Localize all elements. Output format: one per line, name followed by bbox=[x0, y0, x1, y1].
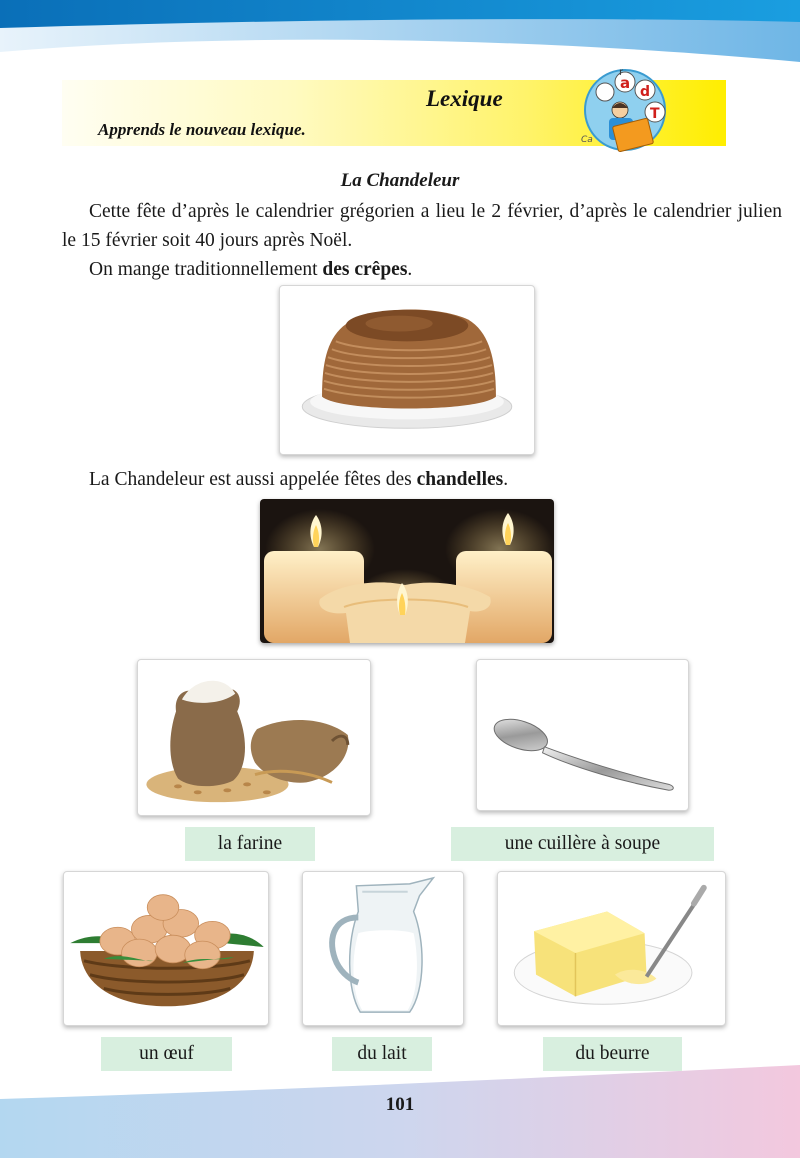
vocab-label-lait: du lait bbox=[332, 1037, 432, 1071]
candles-photo bbox=[260, 499, 554, 643]
spoon-icon bbox=[477, 660, 688, 810]
alphabet-boy-icon bbox=[575, 62, 675, 162]
mascot-letter: a bbox=[620, 74, 631, 92]
paragraph-crepes bbox=[89, 255, 412, 284]
paragraph-text: La Chandeleur est aussi appelée fêtes des bbox=[89, 469, 417, 490]
paragraph-end: . bbox=[407, 259, 413, 280]
milk-photo bbox=[302, 871, 464, 1026]
eggs-photo bbox=[63, 871, 269, 1026]
crepes-photo bbox=[279, 285, 535, 455]
vocab-label-beurre: du beurre bbox=[543, 1037, 682, 1071]
keyword-chandelles: chandelles bbox=[416, 469, 504, 490]
vocab-label-cuillere: une cuillère à soupe bbox=[451, 827, 714, 861]
flour-sack-icon bbox=[138, 660, 370, 815]
vocab-label-farine: la farine bbox=[185, 827, 315, 861]
paragraph-date: Cette fête d’après le calendrier grégorien a lieu le 2 février, d’après le calendrier julien le 15 février soit 40 jours après Noël. bbox=[62, 201, 782, 251]
vocab-label-oeuf: un œuf bbox=[101, 1037, 232, 1071]
mascot-letter: T bbox=[650, 106, 660, 122]
mascot-letter: r bbox=[619, 67, 624, 78]
candles-icon bbox=[260, 499, 554, 643]
section-header-title: Lexique bbox=[426, 86, 503, 111]
svg-text:Ca: Ca bbox=[581, 135, 593, 145]
article-title: La Chandeleur bbox=[340, 170, 460, 191]
instruction-text: Apprends le nouveau lexique. bbox=[98, 120, 306, 139]
paragraph-chandelles bbox=[89, 465, 508, 494]
keyword-crepes: des crêpes bbox=[322, 259, 408, 280]
paragraph-text: On mange traditionnellement bbox=[89, 259, 323, 280]
butter-photo bbox=[497, 871, 726, 1026]
milk-jug-icon bbox=[303, 872, 463, 1025]
top-decorative-band bbox=[0, 0, 800, 80]
butter-icon bbox=[498, 872, 725, 1025]
crepes-stack-icon bbox=[280, 286, 534, 454]
page-number: 101 bbox=[385, 1094, 415, 1115]
paragraph-end: . bbox=[503, 469, 509, 490]
spoon-photo bbox=[476, 659, 689, 811]
mascot-letter: d bbox=[640, 84, 651, 100]
flour-photo bbox=[137, 659, 371, 816]
eggs-basket-icon bbox=[64, 872, 268, 1025]
